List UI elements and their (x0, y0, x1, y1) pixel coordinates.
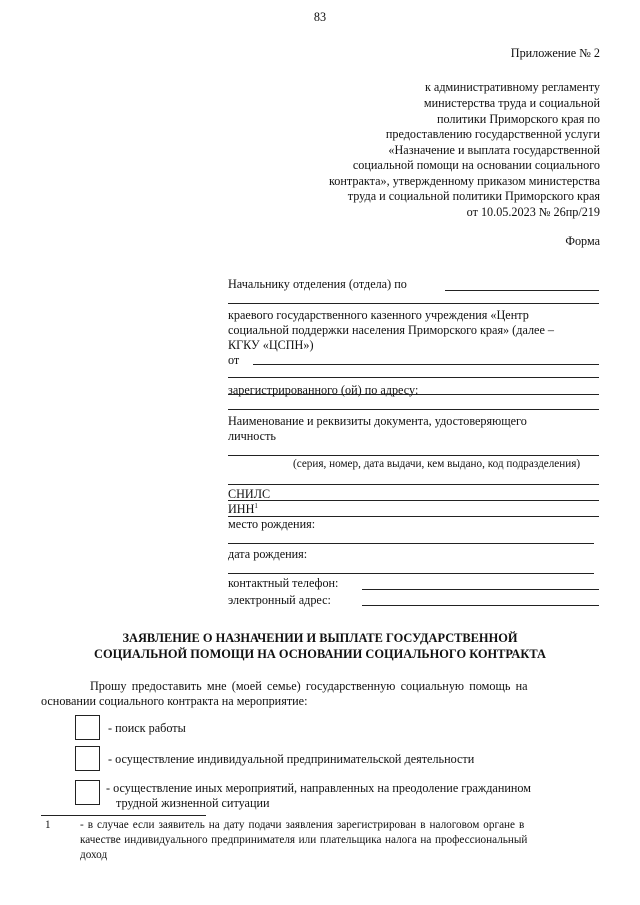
appendix-line: контракта», утвержденному приказом министерства (328, 174, 600, 188)
option-job-search-label: - поиск работы (108, 721, 186, 735)
appendix-line: политики Приморского края по (436, 112, 600, 126)
registered-blank-line (228, 394, 599, 395)
option-entrepreneurship-checkbox[interactable] (75, 746, 100, 771)
snils-blank-line (228, 500, 599, 501)
birth-date-label: дата рождения: (228, 547, 308, 561)
phone-label: контактный телефон: (228, 576, 339, 590)
footnote-line: - в случае если заявитель на дату подачи заявления зарегистрирован в налоговом органе в (80, 819, 525, 831)
email-label: электронный адрес: (228, 593, 331, 607)
request-line: Прошу предоставить мне (моей семье) государственную социальную помощь на (90, 679, 528, 693)
page-number: 83 (313, 10, 327, 24)
phone-blank-line (362, 589, 599, 590)
footnote-mark: 1 (45, 819, 51, 831)
appendix-line: труда и социальной политики Приморского края (347, 189, 600, 203)
email-blank-line (362, 605, 599, 606)
inn-label (228, 501, 258, 517)
appendix-line: предоставлению государственной услуги (385, 127, 600, 141)
appendix-line: к административному регламенту (424, 80, 600, 94)
institution-line: краевого государственного казенного учреждения «Центр (228, 308, 529, 322)
statement-title-line: СОЦИАЛЬНОЙ ПОМОЩИ НА ОСНОВАНИИ СОЦИАЛЬНОГО КОНТРАКТА (94, 647, 546, 661)
footnote-line: качестве индивидуального предпринимателя или плательщика налога на профессиональный (80, 834, 528, 846)
birth-place-label: место рождения: (228, 517, 316, 531)
appendix-line: министерства труда и социальной (423, 96, 600, 110)
footnote-separator (41, 815, 206, 816)
birth-place-blank-line (228, 543, 594, 544)
inn-text: ИНН (228, 502, 255, 516)
appendix-line: «Назначение и выплата государственной (388, 143, 600, 157)
from-label: от (228, 353, 240, 367)
option-job-search-checkbox[interactable] (75, 715, 100, 740)
document-hint: (серия, номер, дата выдачи, кем выдано, код подразделения) (293, 458, 581, 470)
head-blank-line (445, 290, 599, 291)
option-other-measures-label-2: трудной жизненной ситуации (116, 796, 270, 810)
option-other-measures-checkbox[interactable] (75, 780, 100, 805)
footnote-line: доход (80, 849, 108, 861)
blank-line (228, 377, 599, 378)
registered-label: зарегистрированного (ой) по адресу: (228, 383, 419, 397)
inn-footnote-mark: 1 (254, 501, 258, 510)
blank-line (228, 409, 599, 410)
birth-date-blank-line (228, 573, 594, 574)
request-line: основании социального контракта на мероприятие: (41, 694, 308, 708)
document-line: Наименование и реквизиты документа, удостоверяющего (228, 414, 527, 428)
head-line: Начальнику отделения (отдела) по (228, 277, 407, 291)
option-entrepreneurship-label: - осуществление индивидуальной предпринимательской деятельности (108, 752, 475, 766)
blank-line (228, 303, 599, 304)
institution-line: социальной поддержки населения Приморского края» (далее – (228, 323, 555, 337)
blank-line (228, 484, 599, 485)
statement-title-line: ЗАЯВЛЕНИЕ О НАЗНАЧЕНИИ И ВЫПЛАТЕ ГОСУДАРСТВЕННОЙ (122, 631, 518, 645)
snils-label: СНИЛС (228, 487, 271, 501)
form-label: Форма (565, 234, 600, 248)
document-line: личность (228, 429, 276, 443)
appendix-line: социальной помощи на основании социального (352, 158, 600, 172)
document-blank-line (228, 455, 599, 456)
institution-line: КГКУ «ЦСПН») (228, 338, 314, 352)
appendix-label: Приложение № 2 (510, 46, 600, 60)
option-other-measures-label: - осуществление иных мероприятий, направленных на преодоление гражданином (106, 781, 531, 795)
appendix-line: от 10.05.2023 № 26пр/219 (466, 205, 600, 219)
from-blank-line (253, 364, 599, 365)
